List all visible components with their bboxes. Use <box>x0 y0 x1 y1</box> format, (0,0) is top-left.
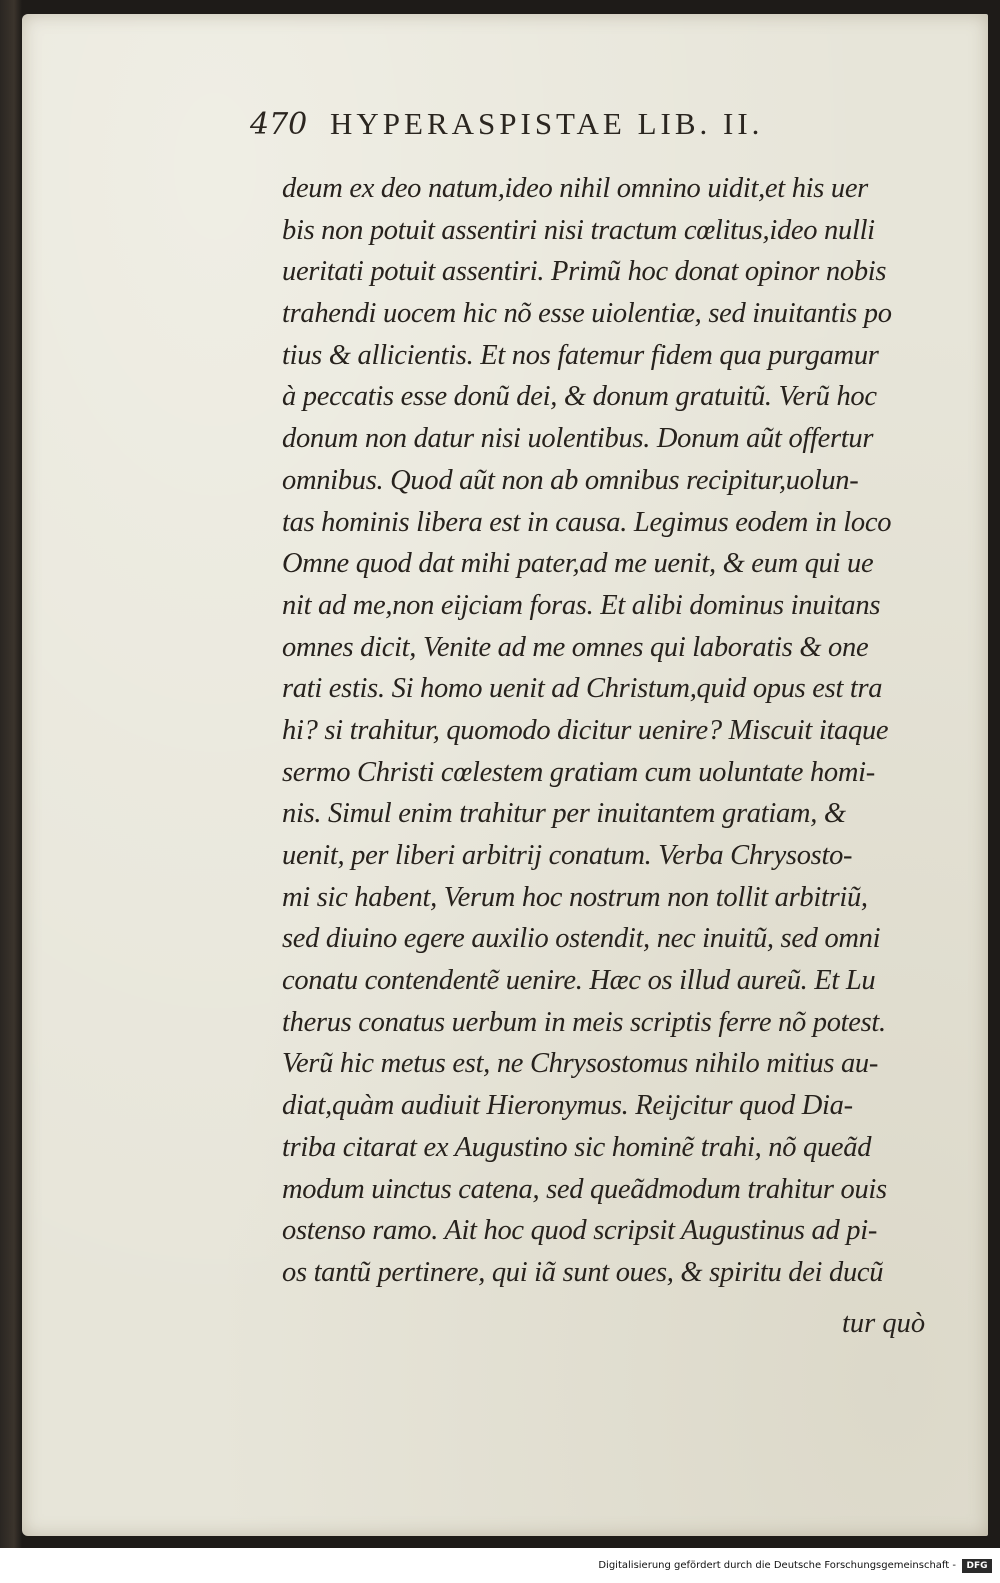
body-text <box>282 168 942 1294</box>
text-line: modum uinctus catena, sed queãdmodum trahitur ouis <box>282 1173 887 1205</box>
text-line: deum ex deo natum,ideo nihil omnino uidit,et his uer <box>282 173 868 204</box>
text-line: triba citarat ex Augustino sic hominẽ trahi, nõ queãd <box>282 1131 872 1163</box>
text-line: conatu contendentẽ uenire. Hæc os illud aureũ. Et Lu <box>282 965 876 997</box>
text-line: omnes dicit, Venite ad me omnes qui laboratis & one <box>282 631 869 663</box>
text-line: uenit, per liberi arbitrij conatum. Verba Chrysosto- <box>282 840 853 871</box>
text-line: tius & allicientis. Et nos fatemur fidem qua purgamur <box>282 339 879 371</box>
text-line: nis. Simul enim trahitur per inuitantem gratiam, & <box>282 798 846 830</box>
page-header <box>250 106 910 152</box>
text-line: mi sic habent, Verum hoc nostrum non tollit arbitriũ, <box>282 881 868 913</box>
text-line: diat,quàm audiuit Hieronymus. Reijcitur quod Dia- <box>282 1090 853 1122</box>
catchword: tur quò <box>842 1308 926 1339</box>
page-number: 470 <box>250 107 308 142</box>
funding-credit: Digitalisierung gefördert durch die Deutsche Forschungsgemeinschaft - <box>598 1560 956 1571</box>
text-line: Omne quod dat mihi pater,ad me uenit, & eum qui ue <box>282 548 874 580</box>
text-line: sermo Christi cœlestem gratiam cum uoluntate homi- <box>282 756 875 788</box>
text-line: donum non datur nisi uolentibus. Donum aũt offertur <box>282 423 874 455</box>
text-line: hi? si trahitur, quomodo dicitur uenire? Miscuit itaque <box>282 714 889 746</box>
text-line: bis non potuit assentiri nisi tractum cœlitus,ideo nulli <box>282 214 875 246</box>
text-line: ostenso ramo. Ait hoc quod scripsit Augustinus ad pi- <box>282 1215 878 1247</box>
text-line: Verũ hic metus est, ne Chrysostomus nihilo mitius au- <box>282 1048 879 1080</box>
text-line: nit ad me,non eijciam foras. Et alibi dominus inuitans <box>282 589 881 621</box>
text-line: os tantũ pertinere, qui iã sunt oues, & spiritu dei ducũ <box>282 1256 884 1288</box>
text-line: à peccatis esse donũ dei, & donum gratuitũ. Verũ hoc <box>282 381 877 413</box>
text-line: therus conatus uerbum in meis scriptis ferre nõ potest. <box>282 1006 886 1038</box>
dfg-logo: DFG <box>962 1559 992 1573</box>
text-line: tas hominis libera est in causa. Legimus eodem in loco <box>282 506 892 538</box>
text-line: rati estis. Si homo uenit ad Christum,quid opus est tra <box>282 673 883 705</box>
text-line: omnibus. Quod aũt non ab omnibus recipitur,uolun- <box>282 464 859 496</box>
text-line: sed diuino egere auxilio ostendit, nec inuitũ, sed omni <box>282 923 881 955</box>
text-line: ueritati potuit assentiri. Primũ hoc donat opinor nobis <box>282 256 887 288</box>
text-line: trahendi uocem hic nõ esse uiolentiæ, sed inuitantis po <box>282 298 892 330</box>
running-head: HYPERASPISTAE LIB. II. <box>330 106 764 141</box>
digitization-footer <box>0 1548 1000 1583</box>
